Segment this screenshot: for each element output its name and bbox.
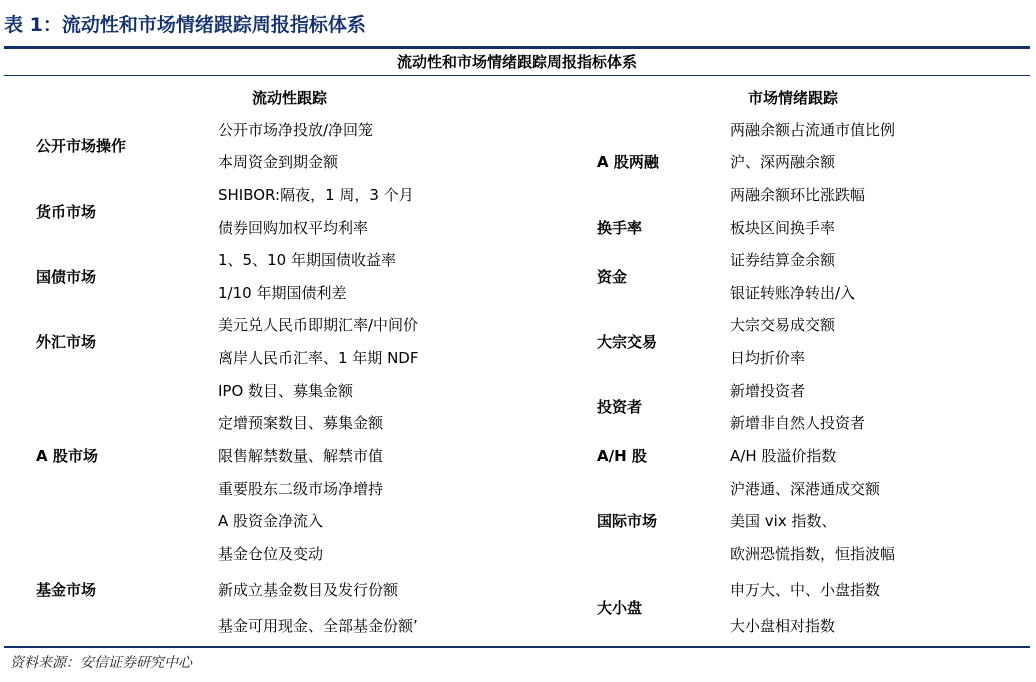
liquidity-category: 外汇市场 [36,333,97,351]
sentiment-item: 证券结算金余额 [730,251,836,269]
liquidity-item: 限售解禁数量、解禁市值 [218,447,384,465]
header-rule [4,75,1030,76]
sentiment-item: A/H 股溢价指数 [730,447,837,465]
liquidity-item: 1、5、10 年期国债收益率 [218,251,396,269]
liquidity-item: 离岸人民币汇率、1 年期 NDF [218,349,419,367]
sentiment-item: 日均折价率 [730,349,806,367]
liquidity-item: A 股资金净流入 [218,512,324,530]
sentiment-item: 美国 vix 指数、 [730,512,837,530]
liquidity-item: IPO 数目、募集金额 [218,382,354,400]
sentiment-item: 沪、深两融余额 [730,153,836,171]
liquidity-item: 本周资金到期金额 [218,153,339,171]
sentiment-category: 换手率 [597,219,643,237]
liquidity-category: 国债市场 [36,268,97,286]
liquidity-category: 基金市场 [36,581,97,599]
table-title: 表 1：流动性和市场情绪跟踪周报指标体系 [4,14,366,36]
sentiment-category: A/H 股 [597,447,647,465]
sentiment-item: 申万大、中、小盘指数 [730,581,881,599]
liquidity-item: 美元兑人民币即期汇率/中间价 [218,316,419,334]
liquidity-item: 基金可用现金、全部基金份额’ [218,617,418,635]
sentiment-category: A 股两融 [597,153,659,171]
sentiment-item: 银证转账净转出/入 [730,284,856,302]
table-banner: 流动性和市场情绪跟踪周报指标体系 [396,53,637,71]
sentiment-item: 沪港通、深港通成交额 [730,480,881,498]
liquidity-category: A 股市场 [36,447,98,465]
bottom-rule [4,646,1030,648]
sentiment-item: 新增投资者 [730,382,806,400]
liquidity-item: 重要股东二级市场净增持 [218,480,384,498]
liquidity-header: 流动性跟踪 [252,89,328,107]
sentiment-category: 大小盘 [597,599,643,617]
liquidity-item: 定增预案数目、募集金额 [218,414,384,432]
sentiment-category: 国际市场 [597,512,658,530]
sentiment-item: 大宗交易成交额 [730,316,836,334]
liquidity-item: 1/10 年期国债利差 [218,284,347,302]
liquidity-item: 新成立基金数目及发行份额 [218,581,399,599]
sentiment-category: 资金 [597,268,628,286]
sentiment-item: 板块区间换手率 [730,219,836,237]
sentiment-item: 新增非自然人投资者 [730,414,866,432]
liquidity-category: 货币市场 [36,203,97,221]
liquidity-item: 基金仓位及变动 [218,545,324,563]
source-note: 资料来源：安信证券研究中心 [10,655,192,671]
liquidity-item: 公开市场净投放/净回笼 [218,121,374,139]
sentiment-item: 两融余额环比涨跌幅 [730,186,866,204]
sentiment-category: 投资者 [597,398,643,416]
sentiment-item: 大小盘相对指数 [730,617,836,635]
liquidity-item: 债券回购加权平均利率 [218,219,369,237]
liquidity-category: 公开市场操作 [36,137,127,155]
sentiment-item: 两融余额占流通市值比例 [730,121,896,139]
sentiment-item: 欧洲恐慌指数，恒指波幅 [730,545,896,563]
liquidity-item: SHIBOR:隔夜，1 周，3 个月 [218,186,414,204]
sentiment-header: 市场情绪跟踪 [748,89,839,107]
sentiment-category: 大宗交易 [597,333,658,351]
